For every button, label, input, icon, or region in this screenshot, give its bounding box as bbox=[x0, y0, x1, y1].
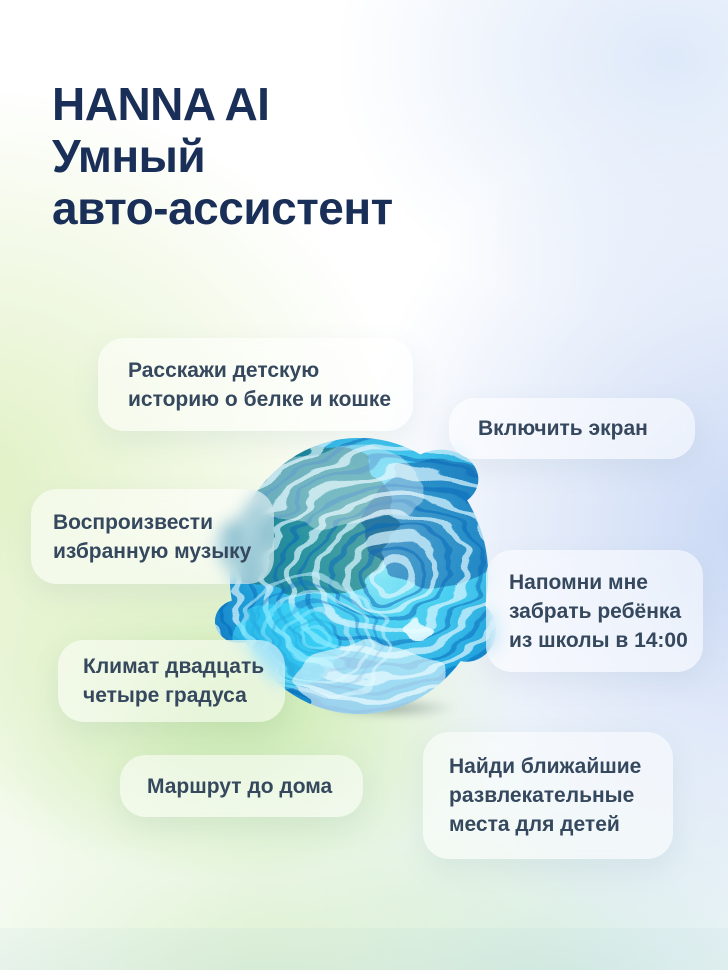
brand-title: HANNA AI bbox=[52, 78, 270, 130]
bubble-text-line: Климат двадцать bbox=[83, 655, 265, 678]
bubble-text-line: места для детей bbox=[449, 813, 620, 836]
voice-command-bubble-music bbox=[31, 489, 274, 584]
voice-command-bubble-climate bbox=[58, 640, 285, 722]
voice-command-bubble-places bbox=[423, 732, 673, 859]
footer-band bbox=[0, 928, 728, 970]
bubble-text-line: Воспроизвести bbox=[53, 510, 213, 534]
bubble-text-line: Найди ближайшие bbox=[449, 755, 642, 778]
bubble-text-line: Включить экран bbox=[478, 417, 648, 440]
page-title bbox=[52, 78, 393, 234]
bubble-text-line: четыре градуса bbox=[83, 684, 247, 707]
voice-command-bubble-story bbox=[98, 338, 413, 431]
bubble-text-line: развлекательные bbox=[449, 784, 635, 807]
bubble-text-line: из школы в 14:00 bbox=[509, 628, 688, 652]
bubble-text-line: Напомни мне bbox=[509, 570, 648, 594]
voice-command-bubble-screen bbox=[449, 398, 695, 459]
bubble-text-line: Маршрут до дома bbox=[147, 774, 333, 798]
bubble-text-line: забрать ребёнка bbox=[509, 599, 682, 623]
subtitle-line-2: авто-ассистент bbox=[52, 182, 393, 234]
voice-command-bubble-route bbox=[120, 755, 363, 817]
bubble-text-line: Расскажи детскую bbox=[128, 358, 320, 382]
voice-command-bubble-reminder bbox=[486, 550, 703, 672]
subtitle-line-1: Умный bbox=[52, 130, 206, 182]
bubble-text-line: историю о белке и кошке bbox=[128, 387, 392, 411]
bubble-text-line: избранную музыку bbox=[53, 539, 252, 563]
